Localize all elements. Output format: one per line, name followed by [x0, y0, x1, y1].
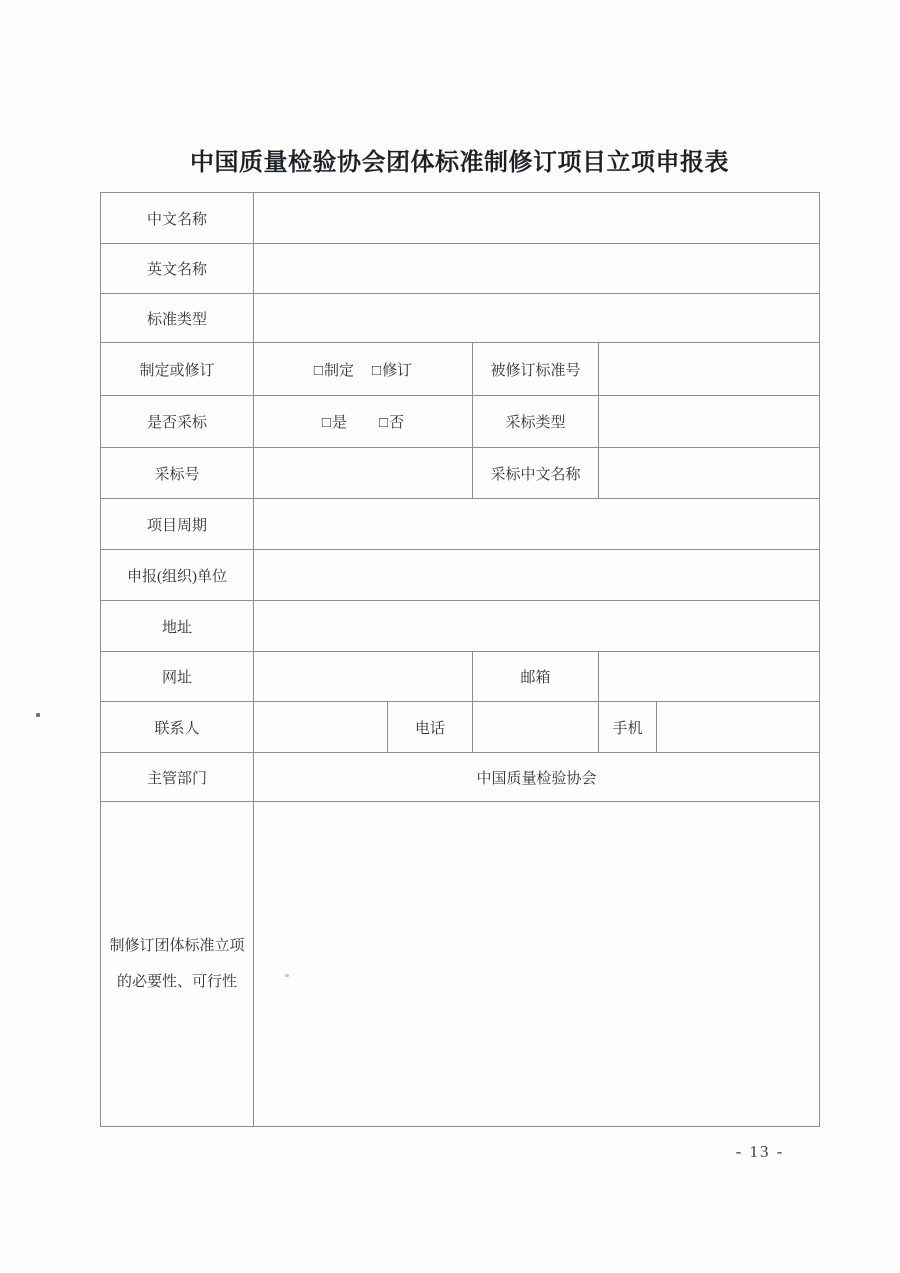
necessity-field[interactable] — [254, 802, 820, 1127]
adopt-standard-options — [254, 396, 473, 448]
revised-standard-no-field[interactable] — [599, 343, 820, 396]
standard-type-field[interactable] — [254, 294, 820, 343]
develop-option-label: 制定 — [323, 362, 354, 379]
phone-field[interactable] — [473, 702, 599, 753]
email-field[interactable] — [599, 652, 820, 702]
adopt-standard-label: 是否采标 — [101, 396, 254, 448]
necessity-label: 制修订团体标准立项的必要性、可行性 — [101, 802, 254, 1127]
adoption-chinese-name-field[interactable] — [599, 448, 820, 499]
adoption-chinese-name-label: 采标中文名称 — [473, 448, 599, 499]
project-period-field[interactable] — [254, 499, 820, 550]
adopt-yes-checkbox-icon[interactable]: □ — [321, 415, 331, 431]
mobile-field[interactable] — [657, 702, 820, 753]
standard-type-label: 标准类型 — [101, 294, 254, 343]
application-form-table — [100, 192, 820, 1127]
row-supervising-dept — [101, 753, 820, 802]
mobile-label: 手机 — [599, 702, 657, 753]
develop-checkbox-icon[interactable]: □ — [313, 362, 323, 379]
applicant-unit-field[interactable] — [254, 550, 820, 601]
adopt-yes-option[interactable] — [322, 411, 347, 432]
adoption-type-label: 采标类型 — [473, 396, 599, 448]
row-project-period — [101, 499, 820, 550]
adoption-type-field[interactable] — [599, 396, 820, 448]
develop-option[interactable] — [314, 359, 354, 380]
english-name-label: 英文名称 — [101, 244, 254, 294]
row-applicant-unit — [101, 550, 820, 601]
develop-or-revise-options — [254, 343, 473, 396]
chinese-name-label: 中文名称 — [101, 193, 254, 244]
row-develop-or-revise — [101, 343, 820, 396]
adopt-no-checkbox-icon[interactable]: □ — [379, 415, 389, 431]
row-english-name — [101, 244, 820, 294]
website-field[interactable] — [254, 652, 473, 702]
phone-label: 电话 — [388, 702, 473, 753]
revise-option[interactable] — [372, 359, 412, 380]
row-website — [101, 652, 820, 702]
contact-person-label: 联系人 — [101, 702, 254, 753]
address-field[interactable] — [254, 601, 820, 652]
row-address — [101, 601, 820, 652]
revised-standard-no-label: 被修订标准号 — [473, 343, 599, 396]
adopt-yes-option-label: 是 — [331, 415, 347, 431]
row-contact — [101, 702, 820, 753]
english-name-field[interactable] — [254, 244, 820, 294]
supervising-dept-value: 中国质量检验协会 — [254, 753, 820, 802]
develop-or-revise-label: 制定或修订 — [101, 343, 254, 396]
chinese-name-field[interactable] — [254, 193, 820, 244]
address-label: 地址 — [101, 601, 254, 652]
applicant-unit-label: 申报(组织)单位 — [101, 550, 254, 601]
adoption-number-field[interactable] — [254, 448, 473, 499]
row-necessity — [101, 802, 820, 1127]
row-standard-type — [101, 294, 820, 343]
adoption-number-label: 采标号 — [101, 448, 254, 499]
revise-option-label: 修订 — [382, 362, 413, 379]
email-label: 邮箱 — [473, 652, 599, 702]
contact-person-field[interactable] — [254, 702, 388, 753]
project-period-label: 项目周期 — [101, 499, 254, 550]
page-number: - 13 - — [735, 1142, 785, 1161]
adopt-no-option[interactable] — [379, 411, 404, 432]
page-title: 中国质量检验协会团体标准制修订项目立项申报表 — [190, 149, 729, 176]
row-adoption-number — [101, 448, 820, 499]
website-label: 网址 — [101, 652, 254, 702]
adopt-no-option-label: 否 — [389, 415, 405, 431]
row-chinese-name — [101, 193, 820, 244]
revise-checkbox-icon[interactable]: □ — [372, 362, 382, 379]
supervising-dept-label: 主管部门 — [101, 753, 254, 802]
row-adopt-standard — [101, 396, 820, 448]
scan-speck — [36, 713, 40, 717]
scan-speck — [285, 974, 289, 977]
